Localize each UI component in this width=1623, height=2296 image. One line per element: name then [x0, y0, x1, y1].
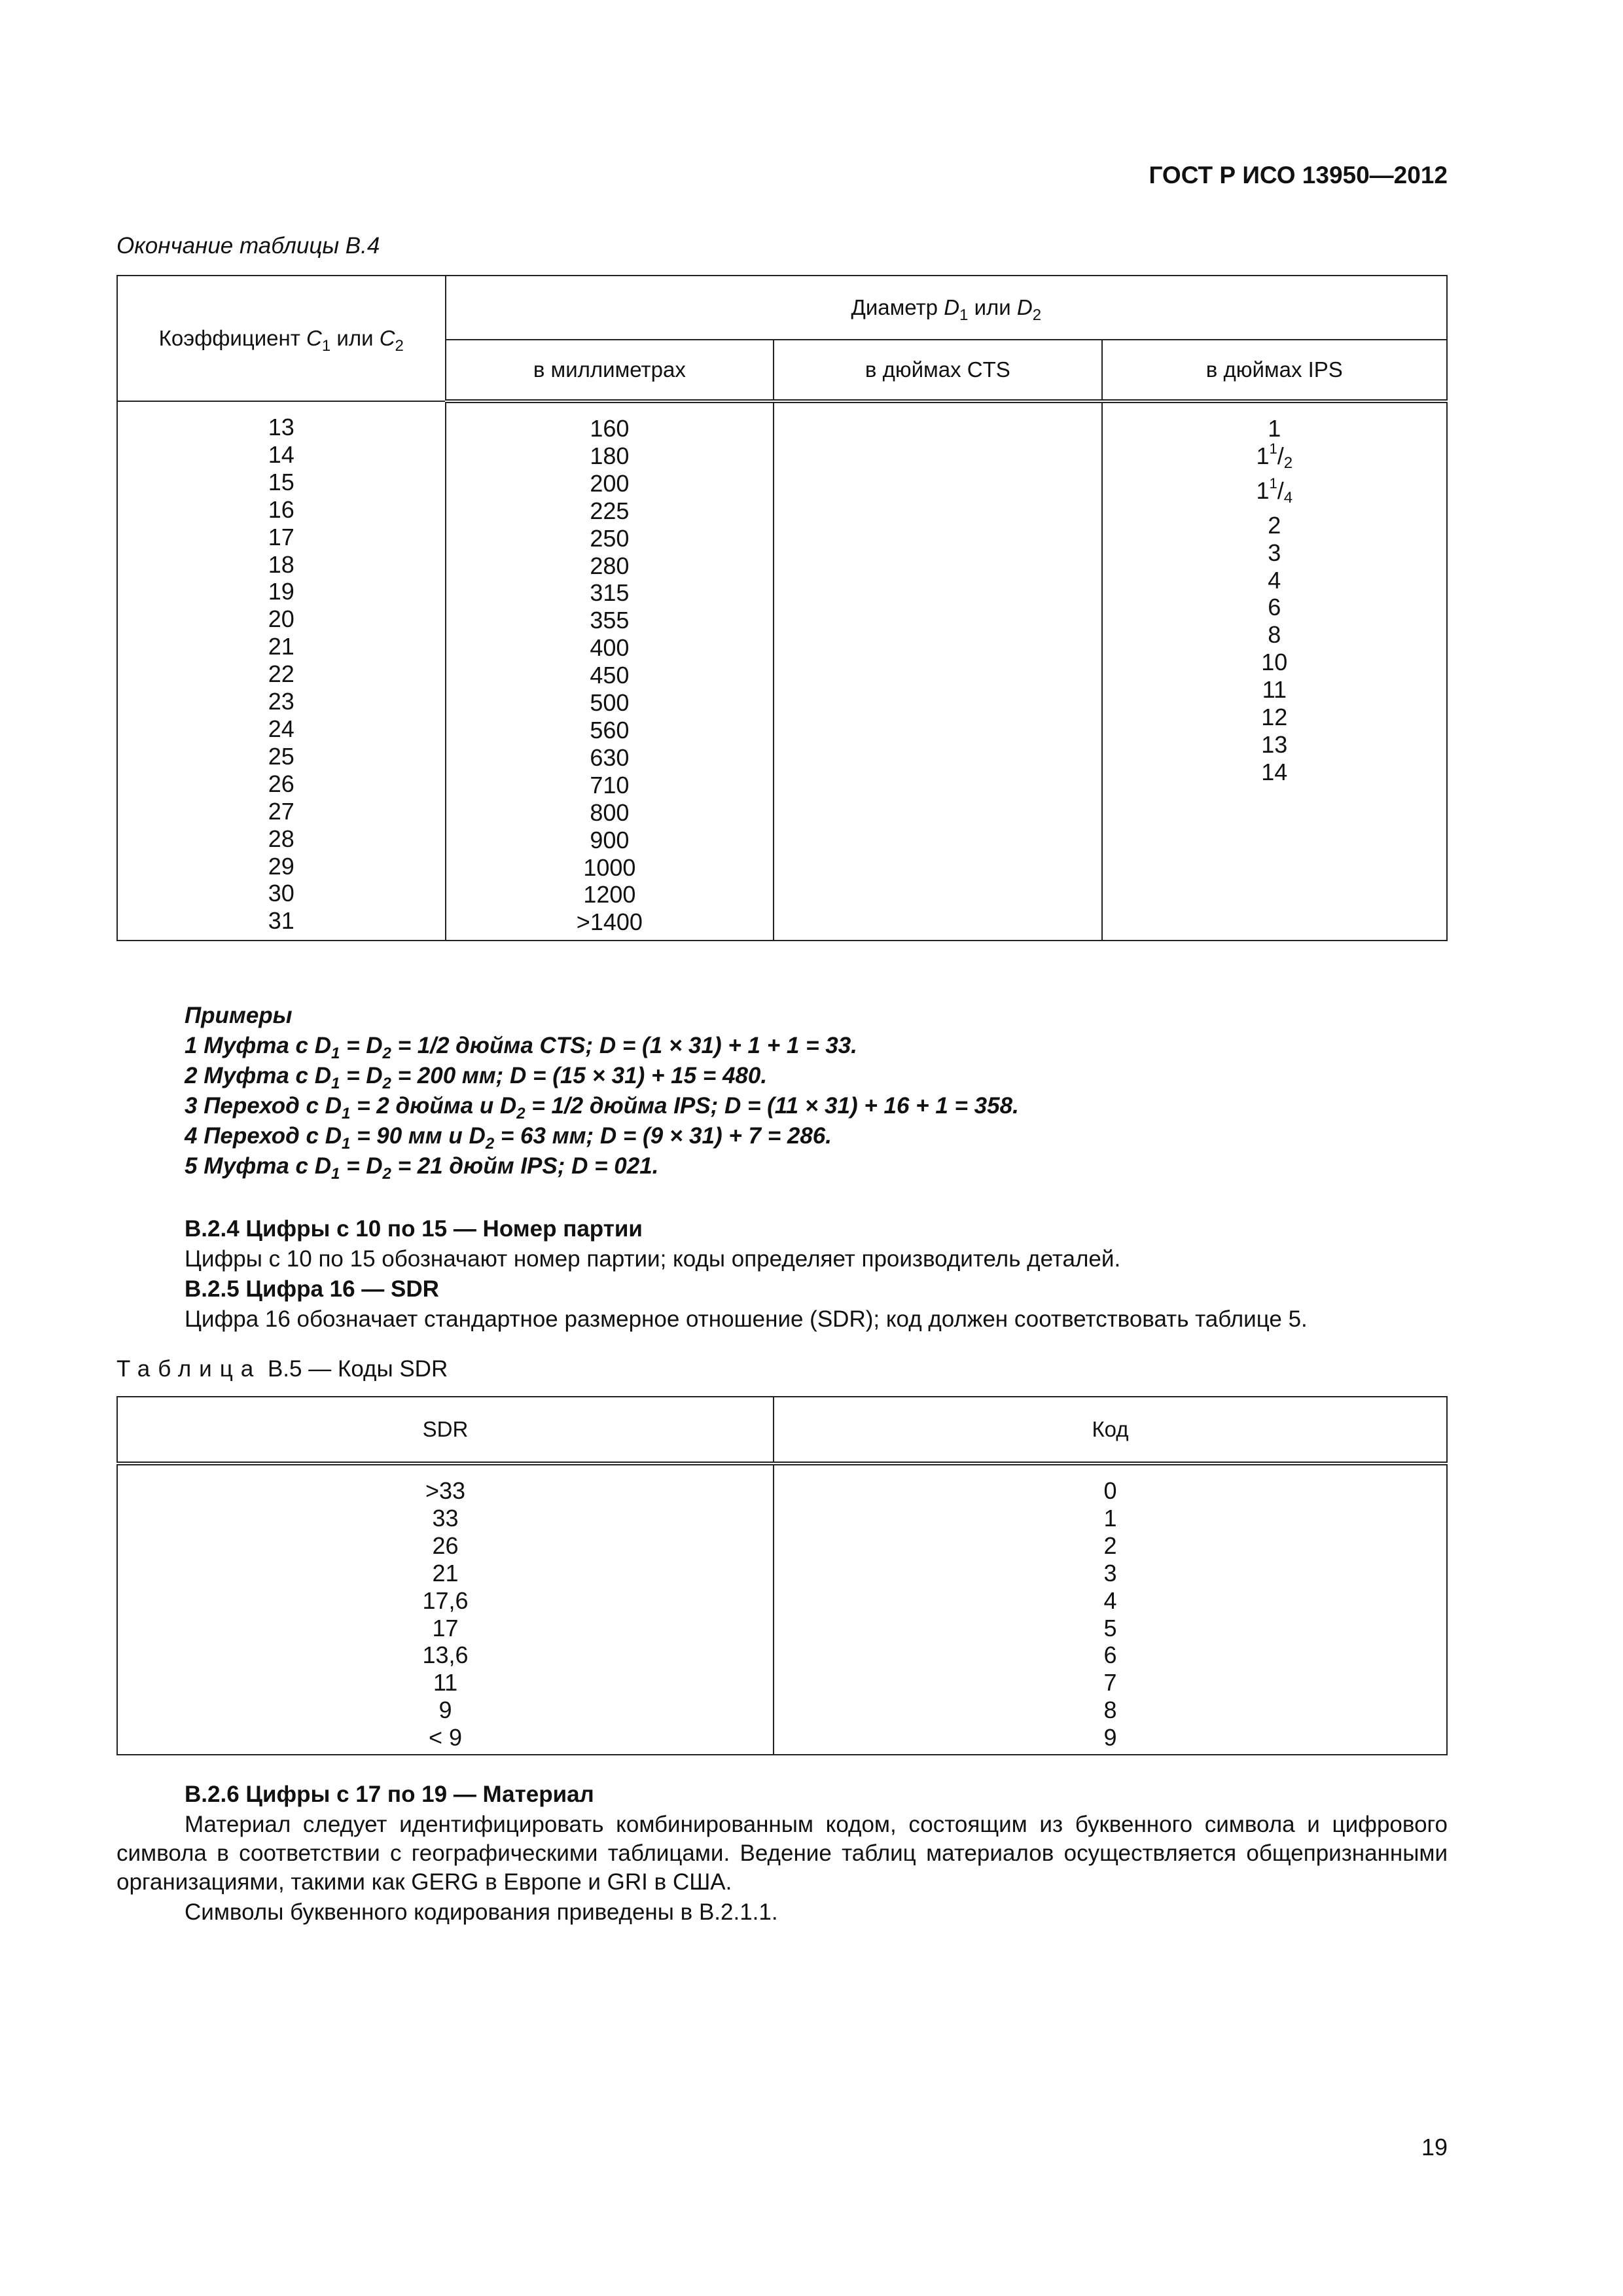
header-inches-cts: в дюймах CTS: [774, 340, 1101, 401]
millimeter-value: 160: [590, 415, 630, 442]
coefficient-value: 25: [268, 742, 294, 770]
column-code: [774, 1463, 1447, 1755]
millimeter-value: 710: [590, 771, 630, 798]
section-b24-text: Цифры с 10 по 15 обозначают номер партии; коды определяет производитель деталей.: [185, 1246, 1121, 1272]
ips-inch-value: 2: [1268, 511, 1281, 539]
ips-inch-value: 6: [1268, 594, 1281, 621]
millimeter-value: 800: [590, 798, 630, 826]
sdr-value: >33: [425, 1477, 466, 1504]
example-item: 5 Муфта с $D_1 = D_2 = 21$ дюйм IPS; D = 021.: [185, 1153, 659, 1183]
table-b5-caption: Таблица В.5 — Коды SDR: [116, 1356, 448, 1382]
table-b4: [116, 275, 1448, 941]
ips-inch-value: 1: [1268, 415, 1281, 442]
code-value: 9: [1103, 1724, 1117, 1751]
sdr-value: 11: [433, 1669, 458, 1696]
table-continuation-caption: Окончание таблицы В.4: [116, 233, 380, 259]
ips-inch-value: 4: [1268, 566, 1281, 594]
examples-title: Примеры: [185, 1003, 293, 1028]
section-b26-paragraph-2: Символы буквенного кодирования приведены в В.2.1.1.: [185, 1899, 778, 1925]
millimeter-value: 1000: [583, 853, 636, 881]
code-value: 6: [1103, 1641, 1117, 1669]
header-sdr: SDR: [117, 1397, 774, 1463]
code-value: 2: [1103, 1532, 1117, 1559]
millimeter-value: 1200: [583, 881, 636, 908]
sdr-value: 17: [432, 1614, 459, 1641]
ips-inch-value: 13: [1261, 730, 1288, 758]
millimeter-value: 180: [590, 442, 630, 469]
coefficient-value: 28: [268, 825, 294, 852]
column-inches-ips: [1102, 401, 1447, 941]
coefficient-value: 17: [268, 523, 294, 550]
code-value: 3: [1103, 1559, 1117, 1587]
page-number: 19: [1421, 2134, 1448, 2161]
section-b25-text: Цифра 16 обозначает стандартное размерное отношение (SDR); код должен соответствовать таблице 5.: [185, 1306, 1308, 1332]
sdr-value: 26: [432, 1532, 459, 1559]
coefficient-value: 13: [268, 414, 294, 440]
millimeter-value: 250: [590, 524, 630, 552]
millimeter-value: >1400: [576, 908, 643, 936]
coefficient-value: 27: [268, 797, 294, 825]
millimeter-value: 560: [590, 716, 630, 744]
ips-inch-value: 12: [1261, 704, 1288, 731]
coefficient-value: 20: [268, 605, 294, 633]
header-coefficient: Коэффициент $C_1$ или $C_2$: [117, 276, 446, 401]
sdr-value: < 9: [428, 1724, 463, 1751]
section-b26-paragraph: Материал следует идентифицировать комбинированным кодом, состоящим из буквенного символа и цифрового символа в соответствии с географическими таблицами. Ведение таблиц материалов осуществляется общепризнанными организациями, такими как GERG в Европе и GRI в США.: [116, 1812, 1448, 1895]
sdr-value: 21: [432, 1559, 459, 1587]
coefficient-value: 15: [268, 468, 294, 495]
millimeter-value: 400: [590, 634, 630, 662]
section-b25-heading: В.2.5 Цифра 16 — SDR: [185, 1276, 439, 1302]
example-item: 1 Муфта с $D_1 = D_2 = 1/2$ дюйма CTS; D = (1 × 31) + 1 + 1 = 33.: [185, 1033, 857, 1062]
coefficient-value: 23: [268, 688, 294, 715]
ips-inch-value: 11: [1262, 676, 1287, 704]
millimeter-value: 630: [590, 744, 630, 771]
ips-inch-value: $1^1/4$: [1256, 475, 1293, 507]
header-diameter: Диаметр $D_1$ или $D_2$: [446, 276, 1447, 340]
coefficient-value: 30: [268, 880, 294, 907]
example-item: 2 Муфта с $D_1 = D_2 = 200$ мм; D = (15 × 31) + 15 = 480.: [185, 1063, 768, 1092]
code-value: 7: [1103, 1669, 1117, 1696]
ips-inch-value: 10: [1261, 649, 1288, 676]
coefficient-value: 29: [268, 852, 294, 880]
sdr-value: 13,6: [422, 1641, 469, 1669]
sdr-value: 33: [432, 1504, 459, 1532]
table-b5: [116, 1396, 1448, 1755]
coefficient-value: 14: [268, 440, 294, 468]
coefficient-value: 24: [268, 715, 294, 742]
coefficient-value: 26: [268, 770, 294, 797]
coefficient-value: 22: [268, 660, 294, 688]
column-coefficients: [117, 401, 446, 941]
ips-inch-value: 14: [1261, 758, 1288, 785]
coefficient-value: 18: [268, 550, 294, 578]
section-b26-heading: В.2.6 Цифры с 17 по 19 — Материал: [185, 1782, 594, 1807]
millimeter-value: 315: [590, 579, 630, 607]
example-item: 4 Переход с $D_1 = 90$ мм и $D_2 = 63$ мм; D = (9 × 31) + 7 = 286.: [185, 1123, 832, 1153]
header-code: Код: [774, 1397, 1447, 1463]
coefficient-value: 31: [268, 907, 294, 935]
ips-inch-value: 8: [1268, 621, 1281, 649]
example-item: 3 Переход с $D_1 = 2$ дюйма и $D_2 = 1/2$ дюйма IPS; D = (11 × 31) + 16 + 1 = 358.: [185, 1093, 1019, 1122]
ips-inch-value: $1^1/2$: [1256, 440, 1293, 472]
column-millimeters: [446, 401, 774, 941]
sdr-value: 17,6: [422, 1587, 469, 1614]
header-inches-ips: в дюймах IPS: [1102, 340, 1447, 401]
coefficient-value: 16: [268, 495, 294, 523]
code-value: 4: [1103, 1587, 1117, 1614]
coefficient-value: 21: [268, 633, 294, 660]
section-b24-heading: В.2.4 Цифры с 10 по 15 — Номер партии: [185, 1216, 643, 1242]
coefficient-value: 19: [268, 578, 294, 605]
header-millimeters: в миллиметрах: [446, 340, 774, 401]
code-value: 1: [1103, 1504, 1117, 1532]
sdr-value: 9: [438, 1696, 452, 1724]
millimeter-value: 200: [590, 469, 630, 497]
column-sdr: [117, 1463, 774, 1755]
millimeter-value: 280: [590, 552, 630, 579]
standard-designation: ГОСТ Р ИСО 13950—2012: [1149, 162, 1448, 188]
code-value: 8: [1103, 1696, 1117, 1724]
millimeter-value: 355: [590, 607, 630, 634]
code-value: 5: [1103, 1614, 1117, 1641]
millimeter-value: 900: [590, 826, 630, 853]
column-inches-cts: [774, 401, 1101, 941]
ips-inch-value: 3: [1268, 539, 1281, 566]
code-value: 0: [1103, 1477, 1117, 1504]
millimeter-value: 225: [590, 497, 630, 524]
millimeter-value: 450: [590, 662, 630, 689]
millimeter-value: 500: [590, 689, 630, 717]
